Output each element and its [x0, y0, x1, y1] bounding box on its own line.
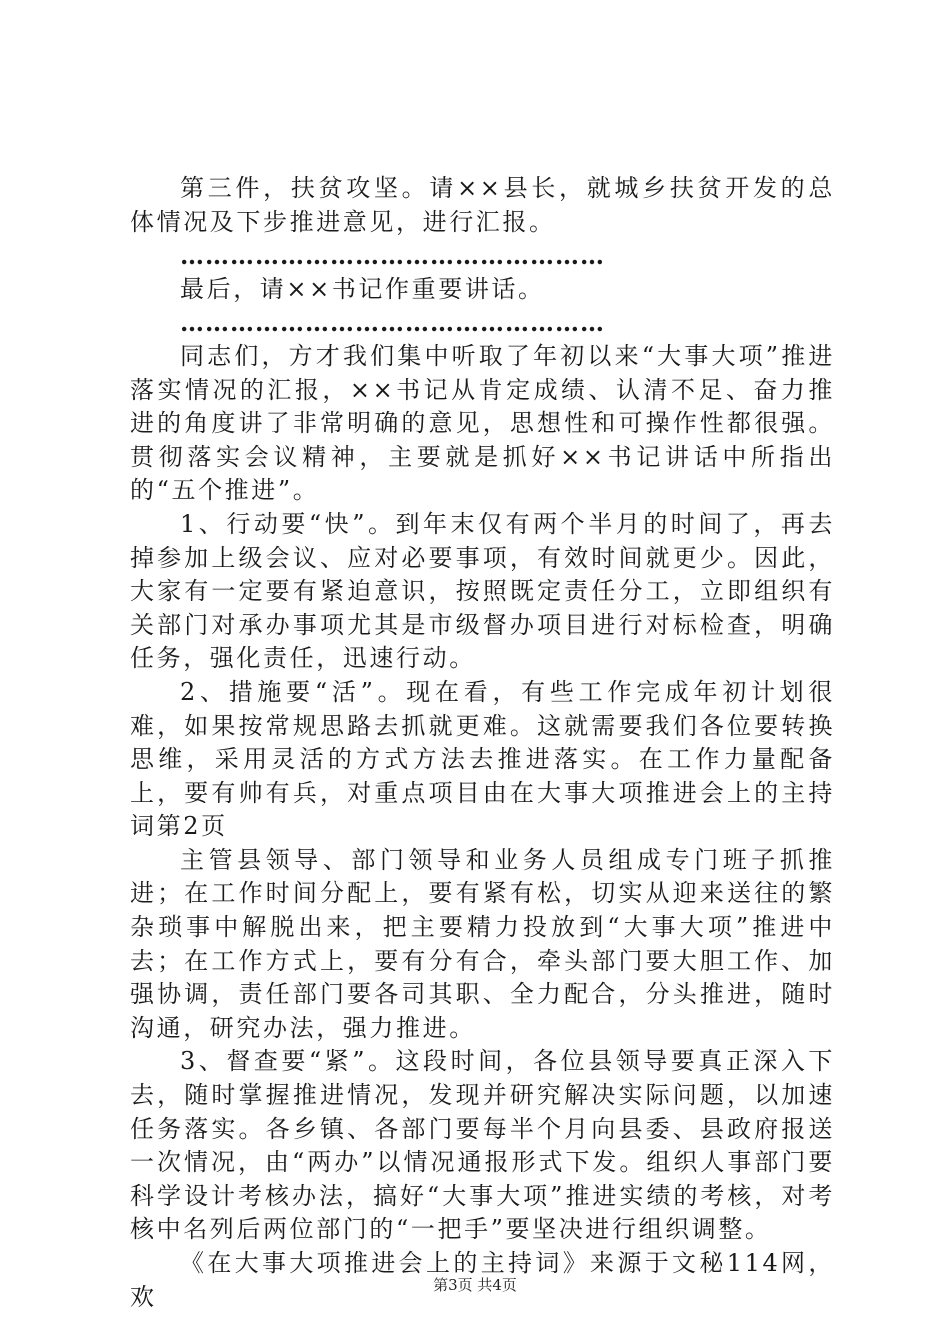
paragraph-poverty-report: 第三件，扶贫攻坚。请××县长，就城乡扶贫开发的总体情况及下步推进意见，进行汇报。	[130, 174, 835, 236]
paragraph-final-speech: 最后，请××书记作重要讲话。	[180, 274, 545, 303]
paragraph-point-2: 2、措施要“活”。现在看，有些工作完成年初计划很难，如果按常规思路去抓就更难。这就需要我们各位要转换思维，采用灵活的方式方法去推进落实。在工作力量配备上，要有帅有兵，对重点项目由在大事大项推进会上的主持词第2页	[130, 677, 835, 841]
paragraph-point-2-continued: 主管县领导、部门领导和业务人员组成专门班子抓推进；在工作时间分配上，要有紧有松，切实从迎来送往的繁杂琐事中解脱出来，把主要精力投放到“大事大项”推进中去；在工作方式上，要有分有合，牵头部门要大胆工作、加强协调，责任部门要各司其职、全力配合，分头推进，随时沟通，研究办法，强力推进。	[130, 845, 835, 1042]
paragraph-source-note: 《在大事大项推进会上的主持词》来源于文秘114网，欢	[130, 1249, 835, 1311]
document-body	[130, 172, 835, 1314]
paragraph-point-3: 3、督查要“紧”。这段时间，各位县领导要真正深入下去，随时掌握推进情况，发现并研究解决实际问题，以加速任务落实。各乡镇、各部门要每半个月向县委、县政府报送一次情况，由“两办”以情况通报形式下发。组织人事部门要科学设计考核办法，搞好“大事大项”推进实绩的考核，对考核中名列后两位部门的“一把手”要坚决进行组织调整。	[130, 1047, 835, 1244]
ellipsis-separator: ……………………………………………	[180, 241, 605, 271]
paragraph-point-1: 1、行动要“快”。到年末仅有两个半月的时间了，再去掉参加上级会议、应对必要事项，有效时间就更少。因此，大家有一定要有紧迫意识，按照既定责任分工，立即组织有关部门对承办事项尤其是市级督办项目进行对标检查，明确任务，强化责任，迅速行动。	[130, 509, 835, 673]
ellipsis-separator: ……………………………………………	[180, 308, 605, 338]
page-number-footer: 第3页 共4页	[433, 1276, 517, 1294]
paragraph-summary: 同志们，方才我们集中听取了年初以来“大事大项”推进落实情况的汇报，××书记从肯定成绩、认清不足、奋力推进的角度讲了非常明确的意见，思想性和可操作性都很强。贯彻落实会议精神，主要就是抓好××书记讲话中所指出的“五个推进”。	[130, 341, 835, 505]
